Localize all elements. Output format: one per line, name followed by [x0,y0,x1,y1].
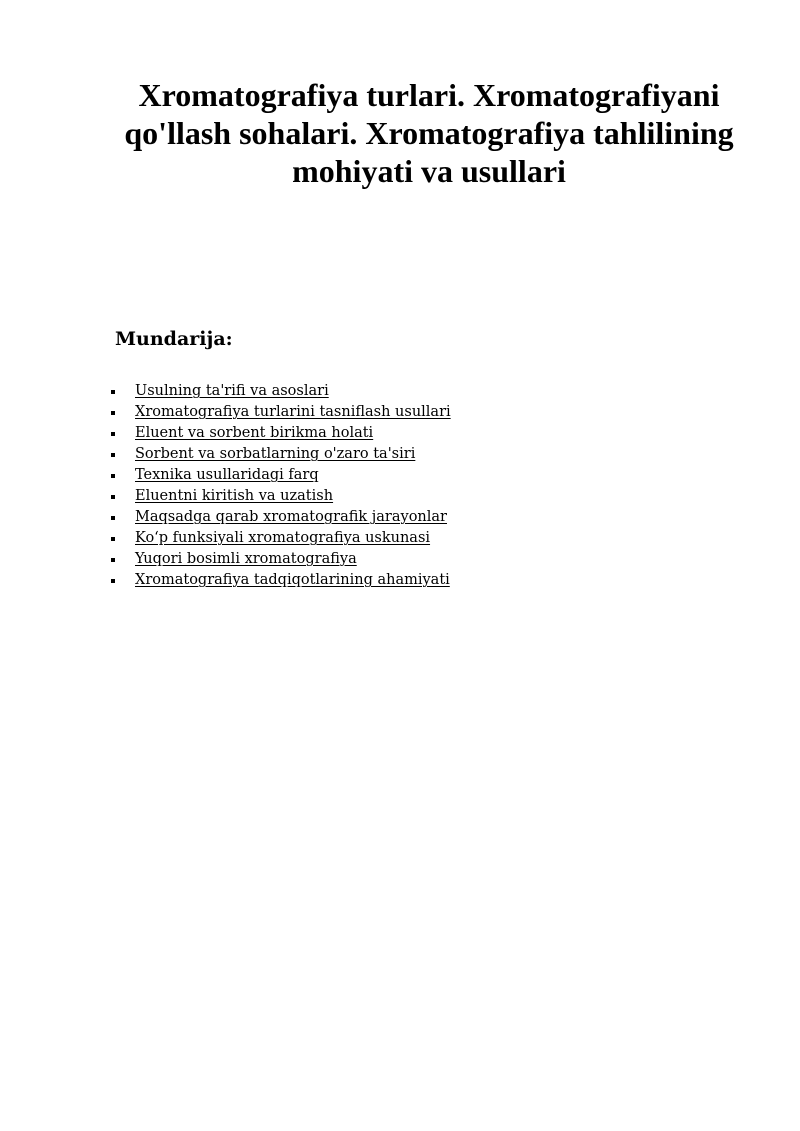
bullet-icon [111,474,115,478]
title-line-2: qo'llash sohalari. Xromatografiya tahlilining [124,115,734,151]
toc-link[interactable]: Xromatografiya tadqiqotlarining ahamiyati [135,572,450,588]
toc-item [108,465,451,486]
toc-item [108,423,451,444]
table-of-contents [108,381,451,591]
toc-link[interactable]: Ko‘p funksiyali xromatografiya uskunasi [135,530,431,546]
bullet-icon [111,453,115,457]
bullet-icon [111,537,115,541]
toc-item [108,528,451,549]
toc-link[interactable]: Texnika usullaridagi farq [135,467,319,483]
toc-link[interactable]: Eluent va sorbent birikma holati [135,425,374,441]
bullet-icon [111,411,115,415]
bullet-icon [111,558,115,562]
bullet-icon [111,390,115,394]
toc-item [108,486,451,507]
toc-item [108,507,451,528]
toc-link[interactable]: Eluentni kiritish va uzatish [135,488,334,504]
toc-item [108,570,451,591]
title-line-1: Xromatografiya turlari. Xromatografiyani [138,77,720,113]
bullet-icon [111,579,115,583]
bullet-icon [111,495,115,499]
toc-heading: Mundarija: [115,328,233,350]
toc-link[interactable]: Sorbent va sorbatlarning o'zaro ta'siri [135,446,416,462]
toc-link[interactable]: Maqsadga qarab xromatografik jarayonlar [135,509,447,525]
bullet-icon [111,432,115,436]
title-line-3: mohiyati va usullari [292,153,566,189]
toc-link[interactable]: Xromatografiya turlarini tasniflash usullari [135,404,451,420]
toc-link[interactable]: Yuqori bosimli xromatografiya [135,551,357,567]
page-title [115,76,743,190]
toc-item [108,549,451,570]
toc-item [108,444,451,465]
bullet-icon [111,516,115,520]
toc-item [108,381,451,402]
toc-item [108,402,451,423]
toc-link[interactable]: Usulning ta'rifi va asoslari [135,383,329,399]
